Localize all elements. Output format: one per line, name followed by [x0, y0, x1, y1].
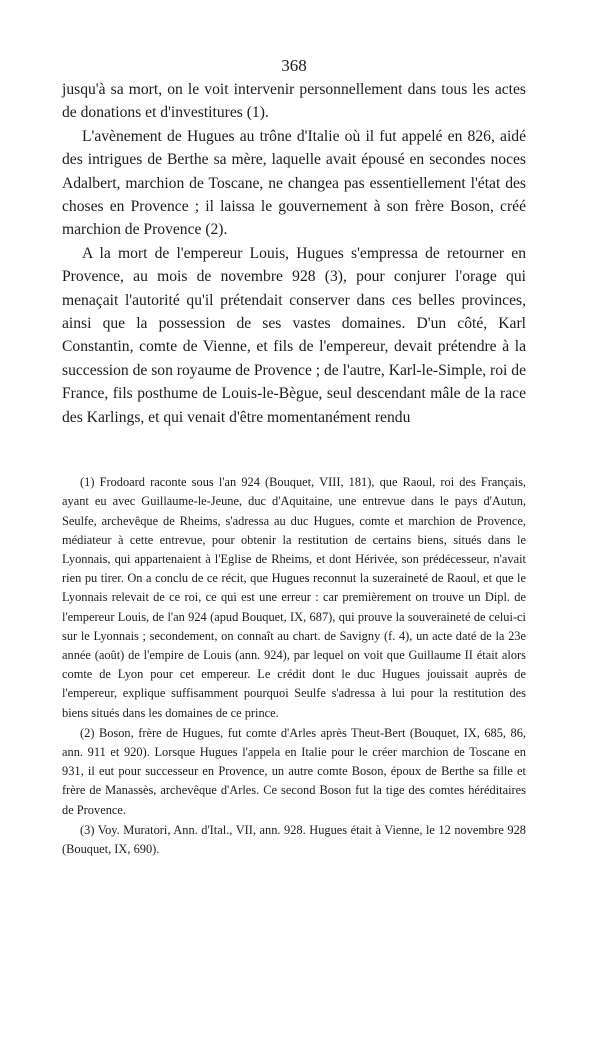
paragraph-1: jusqu'à sa mort, on le voit intervenir personnellement dans tous les actes de donations et d'investitures (1). [62, 81, 526, 122]
paragraph-2: L'avènement de Hugues au trône d'Italie où il fut appelé en 826, aidé des intrigues de Berthe sa mère, laquelle avait épousé en secondes noces Adalbert, marchion de Toscane, ne changea pas essentiellement l'état des choses en Provence ; il laissa le gouvernement à son frère Boson, créé marchion de Provence (2). [62, 127, 526, 239]
footnote-1: (1) Frodoard raconte sous l'an 924 (Bouquet, VIII, 181), que Raoul, roi des Français, ayant eu avec Guillaume-le-Jeune, duc d'Aquitaine, une entrevue dans le pays d'Autun, Seulfe, archevêque de Rheims, s'adressa au duc Hugues, comte et marchion de Provence, médiateur à cette entrevue, pour obtenir la restitution de certains biens, situés dans le Lyonnais, qui appartenaient à l'Eglise de Rheims, et dont Hérivée, son prédécesseur, n'avait rien pu tirer. On a conclu de ce récit, que Hugues reconnut la suzeraineté de Raoul, et que le Lyonnais relevait de ce roi, ce qui est une erreur : car premièrement on trouve un Dipl. de l'empereur Louis, de l'an 924 (apud Bouquet, IX, 687), qui prouve la souveraineté de celui-ci sur le Lyonnais ; secondement, on connaît au chart. de Savigny (f. 4), un acte daté de la 23e année (août) de l'empire de Louis (ann. 924), par lequel on voit que Guillaume II était alors comte de Lyon pour cet empereur. Le crédit dont le duc Hugues jouissait auprès de l'empereur, explique suffisamment pourquoi Seulfe s'adressa à lui pour la restitution des biens situés dans les domaines de ce prince. [62, 475, 526, 720]
footnote-3: (3) Voy. Muratori, Ann. d'Ital., VII, ann. 928. Hugues était à Vienne, le 12 novembre 928 (Bouquet, IX, 690). [62, 822, 526, 856]
document-page [62, 54, 526, 859]
footnote-2: (2) Boson, frère de Hugues, fut comte d'Arles après Theut-Bert (Bouquet, IX, 685, 86, ann. 911 et 920). Lorsque Hugues l'appela en Italie pour le créer marchion de Toscane en 931, il eut pour successeur en Provence, un autre comte Boson, époux de Berthe sa fille et frère de Manassès, archevêque d'Arles. Ce second Boson fut la tige des comtes héréditaires de Provence. [62, 725, 526, 817]
footnotes [62, 473, 526, 859]
page-number: 368 [281, 56, 307, 75]
paragraph-3: A la mort de l'empereur Louis, Hugues s'empressa de retourner en Provence, au mois de novembre 928 (3), pour conjurer l'orage qui menaçait l'autorité qu'il prétendait conserver dans ces belles provinces, ainsi que la possession de ses vastes domaines. D'un côté, Karl Constantin, comte de Vienne, et fils de l'empereur, devait prétendre à la succession de son royaume de Provence ; de l'autre, Karl-le-Simple, roi de France, fils posthume de Louis-le-Bègue, seul descendant mâle de la race des Karlings, et qui venait d'être momentanément rendu [62, 244, 526, 426]
main-text [62, 78, 526, 429]
